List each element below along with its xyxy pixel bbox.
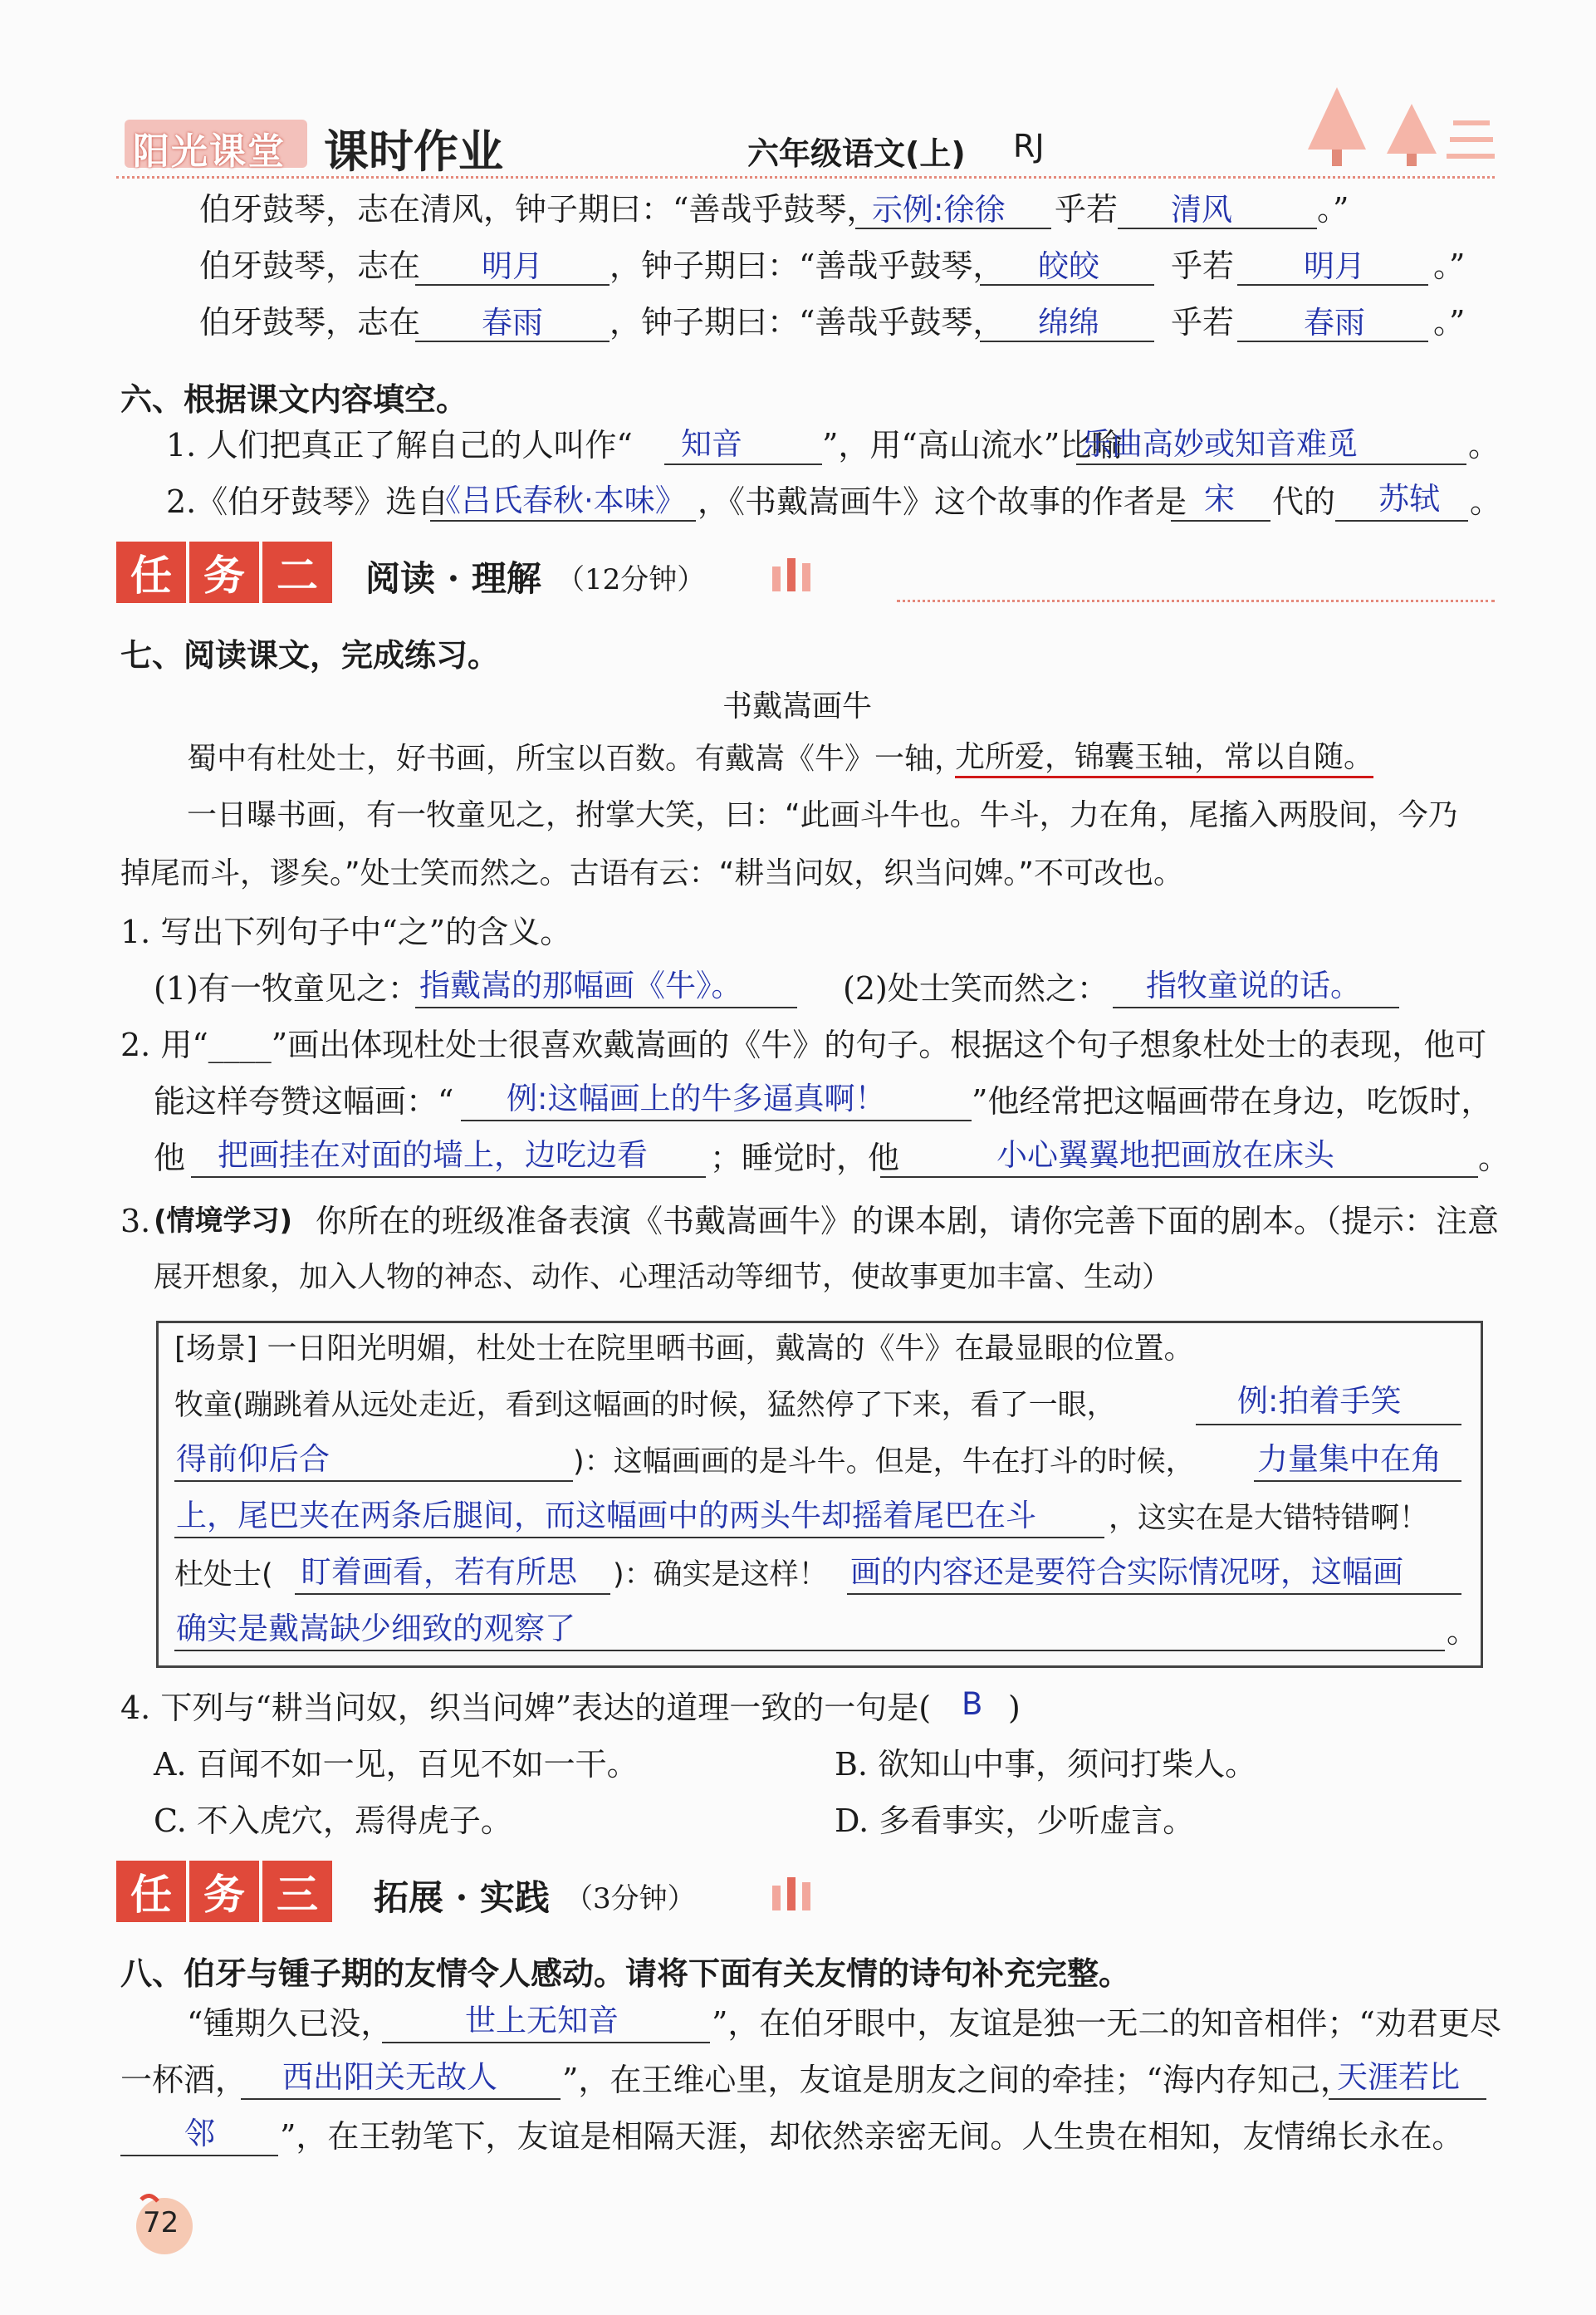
answer: 皎皎 xyxy=(1038,248,1099,284)
q8-l3: ”，在王勃笔下，友谊是相隔天涯，却依然亲密无间。人生贵在相知，友情绵长永在。 xyxy=(280,2118,1464,2155)
poem-text: 。” xyxy=(1317,191,1349,228)
answer: 力量集中在角 xyxy=(1257,1441,1442,1477)
task-char: 任 xyxy=(116,1861,186,1922)
option-a: A. 百闻不如一见，百见不如一干。 xyxy=(154,1746,639,1783)
q6-item2 xyxy=(166,481,1502,528)
brand-text: 阳光课堂 xyxy=(133,130,286,173)
underlined-sentence: 尤所爱，锦囊玉轴，常以自随。 xyxy=(955,739,1373,778)
header xyxy=(116,116,1495,178)
answer: 绵绵 xyxy=(1038,305,1099,341)
q7-s3-num: 3. xyxy=(120,1203,151,1239)
article-para1a: 蜀中有杜处士，好书画，所宝以百数。有戴嵩《牛》一轴， xyxy=(187,742,965,776)
answer: 明月 xyxy=(482,248,543,284)
task-char: 二 xyxy=(262,542,332,603)
q6-text: 代的 xyxy=(1272,483,1336,520)
q7-s2a: 2. 用“____”画出体现杜处士很喜欢戴嵩画的《牛》的句子。根据这个句子想象杜处士的表现，他可 xyxy=(120,1027,1487,1063)
script-line5a: 杜处士( xyxy=(174,1558,273,1592)
option-b: B. 欲知山中事，须问打柴人。 xyxy=(835,1746,1257,1783)
q6-text: 。 xyxy=(1468,427,1501,463)
q6-text: 2.《伯牙鼓琴》选自 xyxy=(166,483,449,520)
option-d: D. 多看事实，少听虚言。 xyxy=(835,1802,1195,1839)
answer: B xyxy=(962,1686,983,1722)
poem-text: 乎若 xyxy=(1171,304,1235,341)
article-para2b: 掉尾而斗，谬矣。”处士笑而然之。古语有云：“耕当问奴，织当问婢。”不可改也。 xyxy=(120,856,1183,890)
task-char: 务 xyxy=(189,542,259,603)
poem-line-3 xyxy=(199,302,420,342)
answer: 画的内容还是要符合实际情况呀，这幅画 xyxy=(850,1554,1403,1590)
q6-item1 xyxy=(166,425,1501,472)
script-scene: [场景] 一日阳光明媚，杜处士在院里晒书画，戴嵩的《牛》在最显眼的位置。 xyxy=(174,1332,1194,1366)
answer: 指戴嵩的那幅画《牛》。 xyxy=(419,968,742,1003)
section-8-title: 八、伯牙与锺子期的友情令人感动。请将下面有关友情的诗句补充完整。 xyxy=(120,1955,1131,1992)
poem-text: ，钟子期曰：“善哉乎鼓琴， xyxy=(610,248,1005,284)
answer: 明月 xyxy=(1304,248,1365,284)
q8-l2a: 一杯酒， xyxy=(120,2062,247,2098)
q7-s2b1: 能这样夸赞这幅画：“ xyxy=(154,1083,454,1120)
answer: 盯着画看，若有所思 xyxy=(301,1554,577,1590)
section-7-title: 七、阅读课文，完成练习。 xyxy=(120,637,500,674)
q8-l1b: ”，在伯牙眼中，友谊是独一无二的知音相伴；“劝君更尽 xyxy=(712,2005,1501,2042)
answer: 苏轼 xyxy=(1378,481,1440,517)
answer: 邻 xyxy=(184,2116,215,2151)
answer: 乐曲高妙或知音难觅 xyxy=(1081,426,1358,462)
task3-banner xyxy=(116,1861,1495,1927)
answer: 上，尾巴夹在两条后腿间，而这幅画中的两头牛却摇着尾巴在斗 xyxy=(176,1498,1036,1533)
task2-title: 阅读 · 理解 xyxy=(365,558,541,599)
section-6-title: 六、根据课文内容填空。 xyxy=(120,381,468,418)
poem-text: 伯牙鼓琴，志在清风，钟子期曰：“善哉乎鼓琴， xyxy=(199,191,879,228)
answer: 宋 xyxy=(1204,481,1235,517)
task3-title: 拓展 · 实践 xyxy=(374,1877,550,1918)
divider xyxy=(897,600,1495,602)
task2-banner xyxy=(116,542,1495,608)
header-edition: RJ xyxy=(1013,128,1045,164)
answer: 例:拍着手笑 xyxy=(1237,1383,1402,1419)
q6-text: 。 xyxy=(1470,483,1502,520)
header-title: 课时作业 xyxy=(324,125,503,178)
answer: 春雨 xyxy=(1304,305,1365,341)
answer: 西出阳关无故人 xyxy=(282,2059,497,2095)
task-char: 任 xyxy=(116,542,186,603)
q7-s3a: 你所在的班级准备表演《书戴嵩画牛》的课本剧，请你完善下面的剧本。（提示：注意 xyxy=(316,1203,1500,1239)
q7-s1: 1. 写出下列句子中“之”的含义。 xyxy=(120,914,572,950)
poem-text: 乎若 xyxy=(1171,248,1235,284)
q6-text: ，《书戴嵩画牛》这个故事的作者是 xyxy=(698,483,1187,520)
option-c: C. 不入虎穴，焉得虎子。 xyxy=(154,1802,512,1839)
script-line4: ，这实在是大错特错啊！ xyxy=(1109,1502,1429,1535)
poem-text: 乎若 xyxy=(1055,191,1119,228)
q7-s1a: (1)有一牧童见之： xyxy=(154,970,419,1007)
answer: 例:这幅画上的牛多逼真啊！ xyxy=(507,1081,886,1116)
task-char: 三 xyxy=(262,1861,332,1922)
q7-s2c-end: 。 xyxy=(1478,1140,1510,1176)
task3-time: （3分钟） xyxy=(565,1882,696,1915)
answer: 示例:徐徐 xyxy=(872,192,1006,228)
poem-text: 伯牙鼓琴，志在 xyxy=(199,304,421,341)
answer: 指牧童说的话。 xyxy=(1146,968,1361,1003)
answer: 《吕氏春秋·本味》 xyxy=(430,483,686,518)
q7-s2c2: ；睡觉时，他 xyxy=(710,1140,900,1176)
answer: 知音 xyxy=(681,426,742,462)
poem-block xyxy=(199,189,1495,356)
answer: 得前仰后合 xyxy=(176,1441,330,1477)
header-rule xyxy=(116,176,1495,179)
answer: 小心翼翼地把画放在床头 xyxy=(996,1137,1334,1173)
q7-s2b2: ”他经常把这幅画带在身边，吃饭时， xyxy=(972,1083,1493,1120)
task-char: 务 xyxy=(189,1861,259,1922)
answer: 世上无知音 xyxy=(465,2003,619,2038)
q7-s4: 4. 下列与“耕当问奴，织当问婢”表达的道理一致的一句是( xyxy=(120,1690,932,1726)
answer: 春雨 xyxy=(482,305,543,341)
q8-l2b: ”，在王维心里，友谊是朋友之间的牵挂；“海内存知己， xyxy=(562,2062,1352,2098)
page-number: 72 xyxy=(143,2206,179,2239)
poem-text: 。” xyxy=(1433,304,1466,341)
task-bars-icon xyxy=(772,1877,817,1914)
poem-text: 。” xyxy=(1433,248,1466,284)
answer: 把画挂在对面的墙上，边吃边看 xyxy=(218,1137,648,1173)
tree-decoration xyxy=(1295,83,1495,174)
q8-l1a: “锺期久已没， xyxy=(187,2005,393,2042)
poem-text: 伯牙鼓琴，志在 xyxy=(199,248,421,284)
answer: 清风 xyxy=(1171,192,1232,228)
answer: 确实是戴嵩缺少细致的观察了 xyxy=(176,1611,575,1646)
script-line2: 牧童(蹦跳着从远处走近，看到这幅画的时候，猛然停了下来，看了一眼， xyxy=(174,1389,1116,1422)
q6-text: 1. 人们把真正了解自己的人叫作“ xyxy=(166,427,633,463)
q7-s2c1: 他 xyxy=(154,1140,186,1176)
script-line3: )：这幅画画的是斗牛。但是，牛在打斗的时候， xyxy=(573,1445,1195,1479)
q6-text: ”，用“高山流水”比喻 xyxy=(822,427,1124,463)
task-bars-icon xyxy=(772,558,817,595)
poem-line-2 xyxy=(199,246,420,286)
header-subtitle: 六年级语文(上) xyxy=(747,135,966,172)
script-line6-end: 。 xyxy=(1447,1613,1479,1650)
answer: 天涯若比 xyxy=(1337,2059,1460,2095)
poem-line-1 xyxy=(199,189,878,229)
task2-time: （12分钟） xyxy=(556,563,706,596)
q7-s4-end: ) xyxy=(1008,1690,1021,1726)
q7-s3b: 展开想象，加入人物的神态、动作、心理活动等细节，使故事更加丰富、生动） xyxy=(154,1261,1172,1294)
script-line5b: )：确实是这样！ xyxy=(613,1558,828,1592)
q7-s1b: (2)处士笑而然之： xyxy=(843,970,1109,1007)
article-para2a: 一日曝书画，有一牧童见之，拊掌大笑，曰：“此画斗牛也。牛斗，力在角，尾搐入两股间，今乃 xyxy=(187,798,1458,832)
article-title: 书戴嵩画牛 xyxy=(722,689,873,723)
q7-s3-tag: (情境学习) xyxy=(154,1204,293,1238)
poem-text: ，钟子期曰：“善哉乎鼓琴， xyxy=(610,304,1005,341)
